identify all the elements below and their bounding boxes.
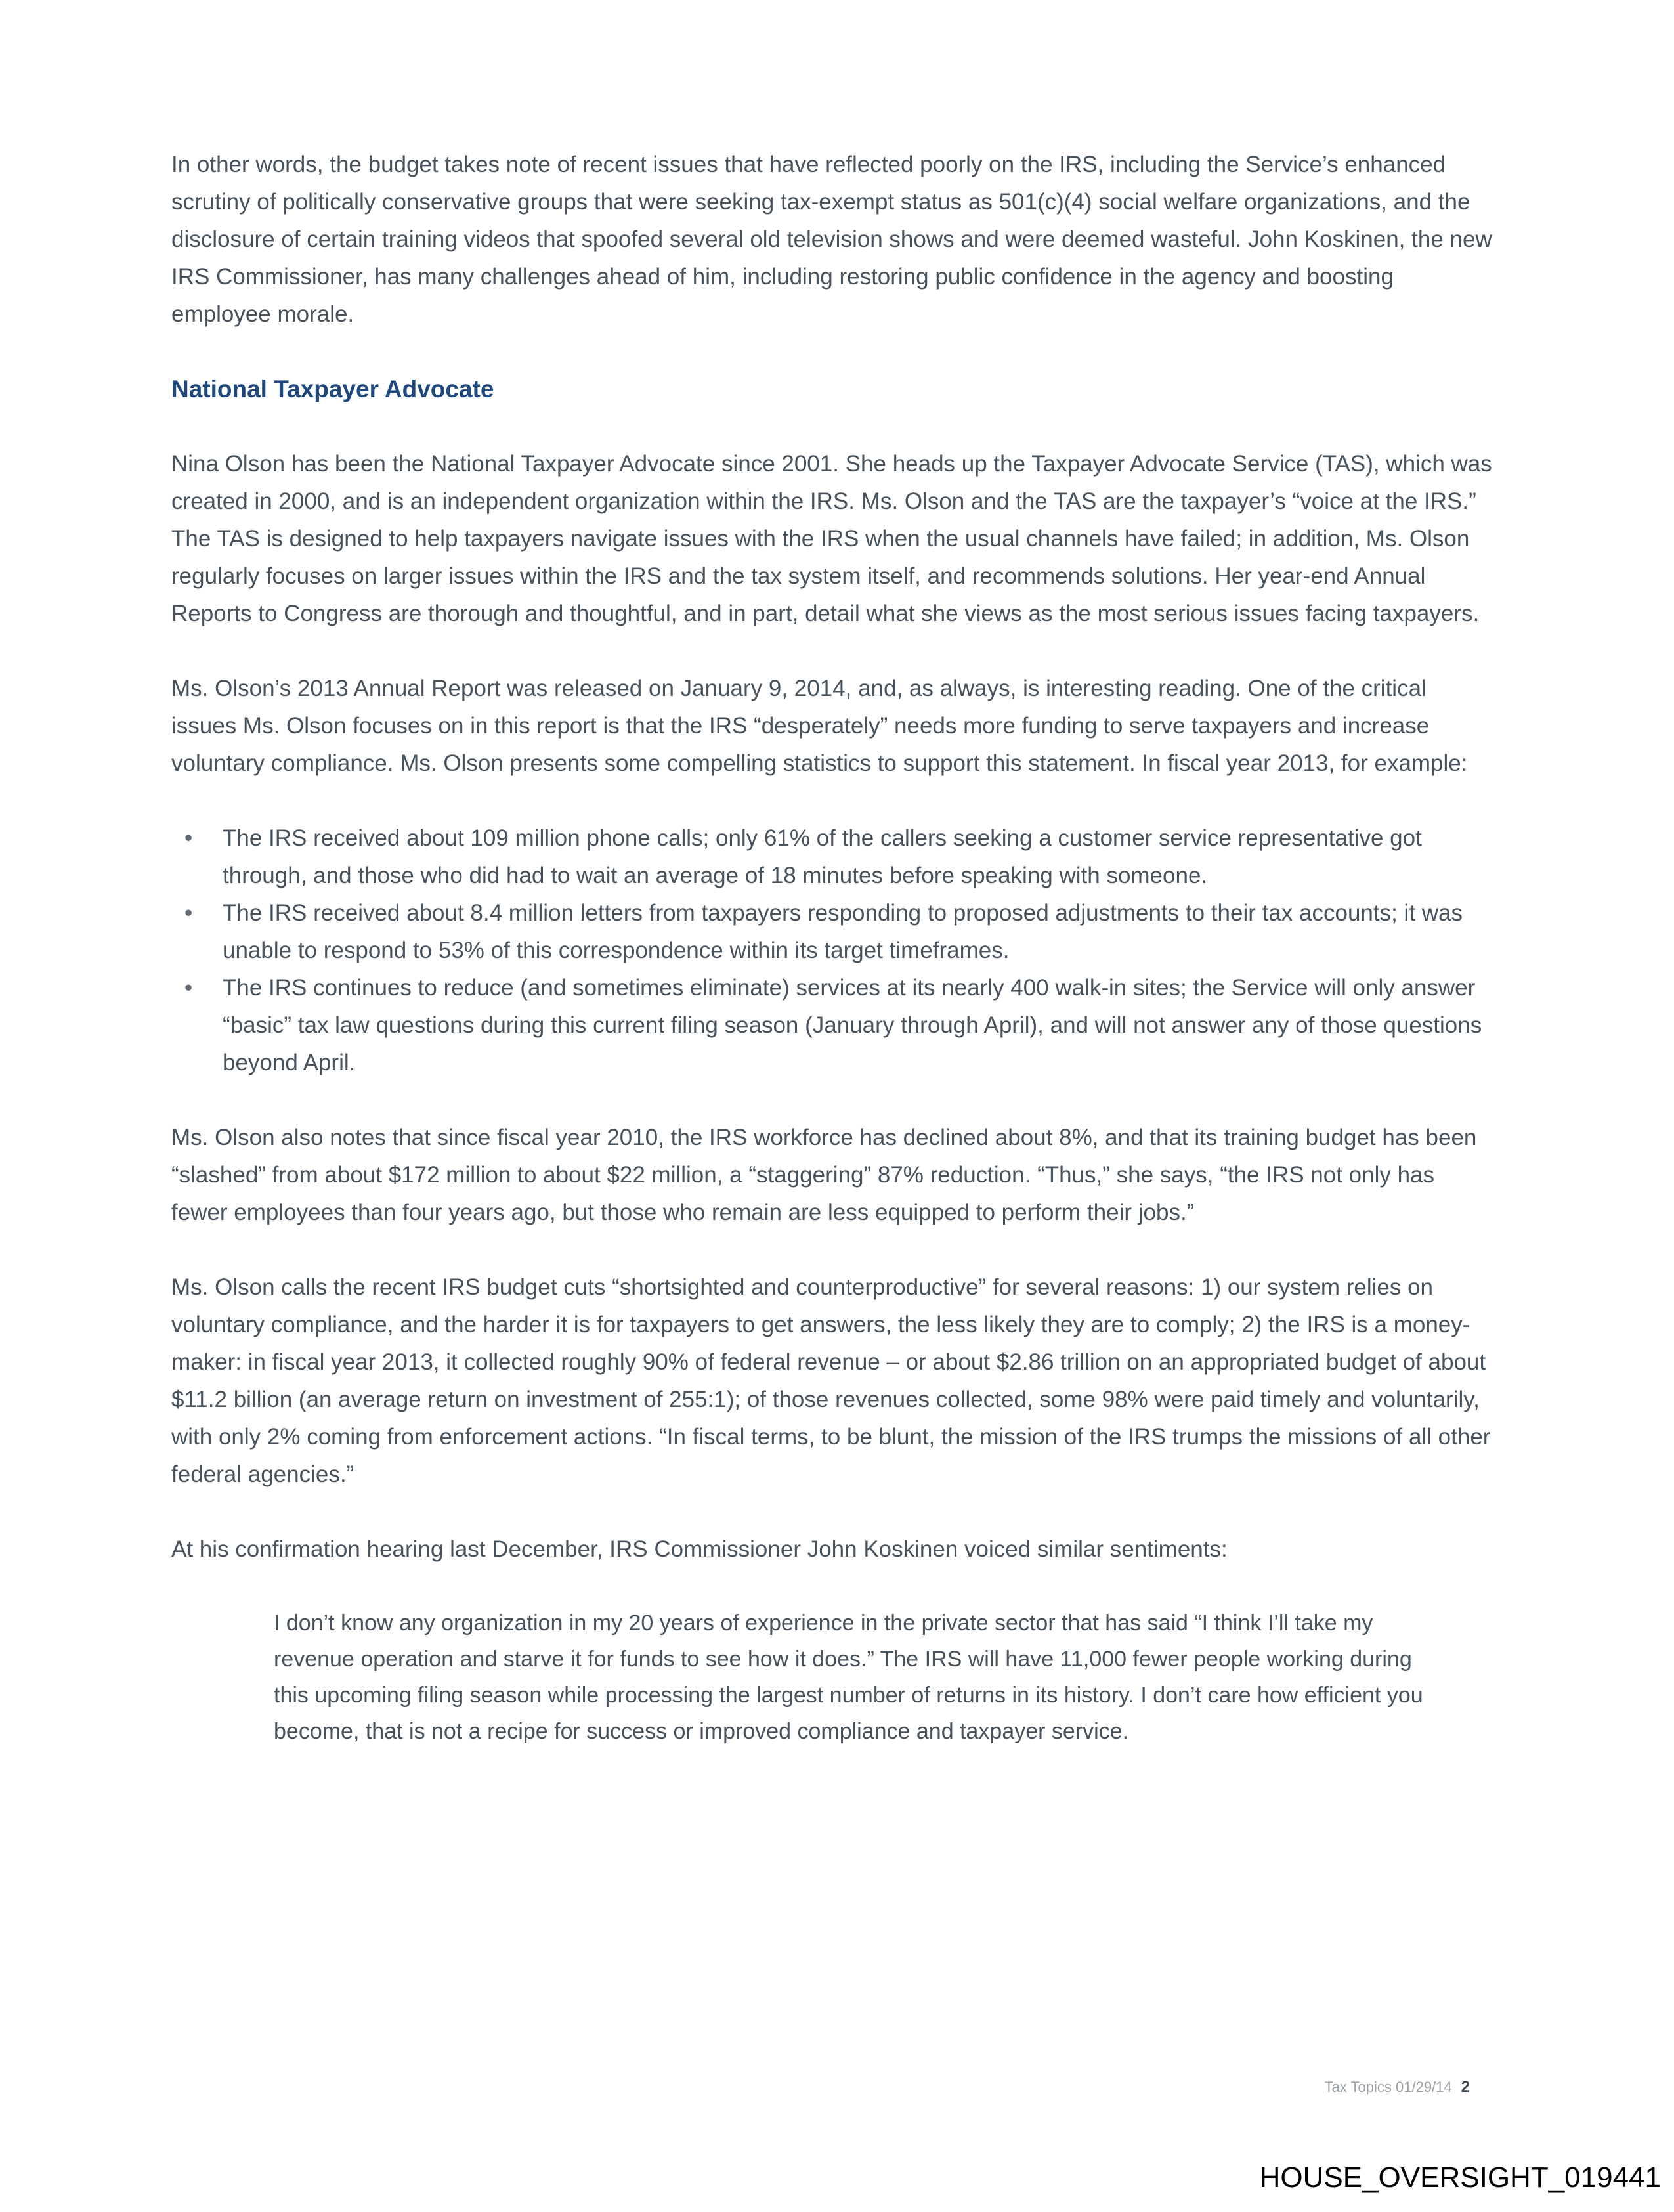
bullet-item-letters: • The IRS received about 8.4 million letters from taxpayers responding to proposed adjustments to their tax accounts; it was unable to respond to 53% of this correspondence within its target timeframes. <box>171 894 1494 969</box>
bates-stamp: HOUSE_OVERSIGHT_019441 <box>1259 2161 1661 2194</box>
bullet-list <box>171 819 1494 1081</box>
section-heading: National Taxpayer Advocate <box>171 376 494 402</box>
page-footer <box>1325 2078 1470 2096</box>
paragraph-budget-cuts: Ms. Olson calls the recent IRS budget cuts “shortsighted and counterproductive” for several reasons: 1) our system relies on voluntary compliance, and the harder it is for taxpayers to get answers, the less likely they are to comply; 2) the IRS is a money-maker: in fiscal year 2013, it collected roughly 90% of federal revenue – or about $2.86 trillion on an appropriated budget of about $11.2 billion (an average return on investment of 255:1); of those revenues collected, some 98% were paid timely and voluntarily, with only 2% coming from enforcement actions. “In fiscal terms, to be blunt, the mission of the IRS trumps the missions of all other federal agencies.” <box>171 1274 1491 1487</box>
footer-doc-label: Tax Topics 01/29/14 <box>1324 2079 1452 2095</box>
footer-page-number: 2 <box>1461 2078 1470 2096</box>
bullet-item-phone-calls: • The IRS received about 109 million phone calls; only 61% of the callers seeking a customer service representative got through, and those who did had to wait an average of 18 minutes before speaking with someone. <box>171 819 1494 894</box>
paragraph-advocate: Nina Olson has been the National Taxpayer Advocate since 2001. She heads up the Taxpayer Advocate Service (TAS), which was created in 2000, and is an independent organization within the IRS. Ms. Olson and the TAS are the taxpayer’s “voice at the IRS.” The TAS is designed to help taxpayers navigate issues with the IRS when the usual channels have failed; in addition, Ms. Olson regularly focuses on larger issues within the IRS and the tax system itself, and recommends solutions. Her year-end Annual Reports to Congress are thorough and thoughtful, and in part, detail what she views as the most serious issues facing taxpayers. <box>171 451 1492 626</box>
document-content <box>171 146 1494 1750</box>
paragraph-workforce: Ms. Olson also notes that since fiscal year 2010, the IRS workforce has declined about 8%, and that its training budget has been “slashed” from about $172 million to about $22 million, a “staggering” 87% reduction. “Thus,” she says, “the IRS not only has fewer employees than four years ago, but those who remain are less equipped to perform their jobs.” <box>171 1125 1477 1225</box>
koskinen-blockquote: I don’t know any organization in my 20 years of experience in the private sector that has said “I think I’ll take my revenue operation and starve it for funds to see how it does.” The IRS will have 11,000 fewer people working during this upcoming filing season while processing the largest number of returns in its history. I don’t care how efficient you become, that is not a recipe for success or improved compliance and taxpayer service. <box>274 1611 1423 1744</box>
paragraph-confirmation-hearing: At his confirmation hearing last December, IRS Commissioner John Koskinen voiced similar sentiments: <box>171 1536 1228 1562</box>
bullet-item-walk-in-sites: • The IRS continues to reduce (and sometimes eliminate) services at its nearly 400 walk-in sites; the Service will only answer “basic” tax law questions during this current filing season (January through April), and will not answer any of those questions beyond April. <box>171 969 1494 1081</box>
paragraph-report: Ms. Olson’s 2013 Annual Report was released on January 9, 2014, and, as always, is interesting reading. One of the critical issues Ms. Olson focuses on in this report is that the IRS “desperately” needs more funding to serve taxpayers and increase voluntary compliance. Ms. Olson presents some compelling statistics to support this statement. In fiscal year 2013, for example: <box>171 676 1468 776</box>
paragraph-intro: In other words, the budget takes note of recent issues that have reflected poorly on the IRS, including the Service’s enhanced scrutiny of politically conservative groups that were seeking tax-exempt status as 501(c)(4) social welfare organizations, and the disclosure of certain training videos that spoofed several old television shows and were deemed wasteful. John Koskinen, the new IRS Commissioner, has many challenges ahead of him, including restoring public confidence in the agency and boosting employee morale. <box>171 152 1492 327</box>
